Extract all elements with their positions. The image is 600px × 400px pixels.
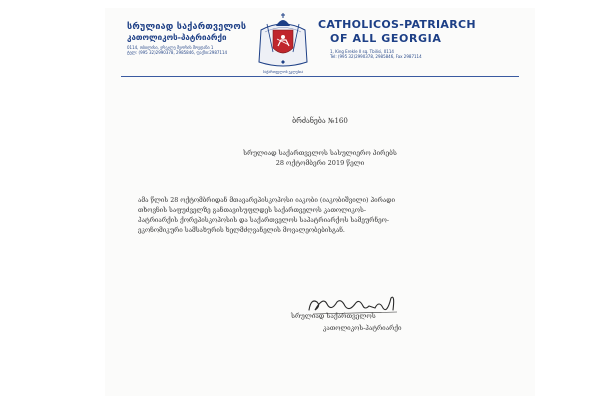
paragraph-line: ამა წლის 28 ოქტომბრიდან მთავარეპისკოპოსი იაკობი (იაკობიშვილი) პირადი [138, 197, 395, 204]
letterhead-georgian-address-line1: 0114, თბილისი, ერეკლე მეორის მოედანი 1 [127, 45, 214, 50]
paragraph-line: ეკონომიკური სამსახურის ხელმძღვანელის მოვალეობებისგან. [138, 227, 345, 234]
letterhead-georgian-title-line2: კათოლიკოს-პატრიარქი [127, 33, 227, 42]
letterhead-english-address [330, 49, 508, 59]
signature-title: კათოლიკოს-პატრიარქი [323, 325, 402, 332]
letterhead-english-title-line2: OF ALL GEORGIA [330, 32, 442, 45]
letterhead-english-address-line1: 1, King Erekle II sq. Tbilisi, 0114 [330, 49, 394, 54]
order-number: ბრძანება №160 [292, 117, 348, 125]
letterhead [105, 8, 535, 78]
paragraph-line: თხოვნის საფუძველზე განთავისუფლდეს საქართველოს კათოლიკოს- [138, 207, 366, 214]
letterhead-english-block [318, 18, 508, 59]
document-date: 28 ოქტომბერი 2019 წელი [275, 159, 365, 167]
letterhead-divider [121, 76, 519, 77]
signature-name: სრულიად საქართველოს [291, 312, 376, 320]
crest-caption: საქართველოს ეკლესია [262, 70, 304, 74]
paragraph-line: პატრიარქის ქორეპისკოპოსის და საქართველოს საპატრიარქოს სამეურნეო- [138, 217, 390, 224]
letterhead-english-title-line1: CATHOLICOS-PATRIARCH [318, 18, 476, 31]
letterhead-english-address-line2: Tel: (995 32)2990378, 2985846, Fax 2987114 [330, 54, 422, 59]
order-paragraph [138, 196, 508, 236]
letterhead-georgian-address-line2: ტელ: (995 32)2990378, 2985846, ფაქსი:2987114 [127, 50, 228, 55]
addressee: სრულიად საქართველოს სასულიერო პირებს [243, 149, 397, 157]
patriarchate-crest-icon [255, 12, 311, 76]
letterhead-georgian-title-line1: სრულიად საქართველოს [127, 22, 247, 32]
letter-page [105, 8, 535, 396]
